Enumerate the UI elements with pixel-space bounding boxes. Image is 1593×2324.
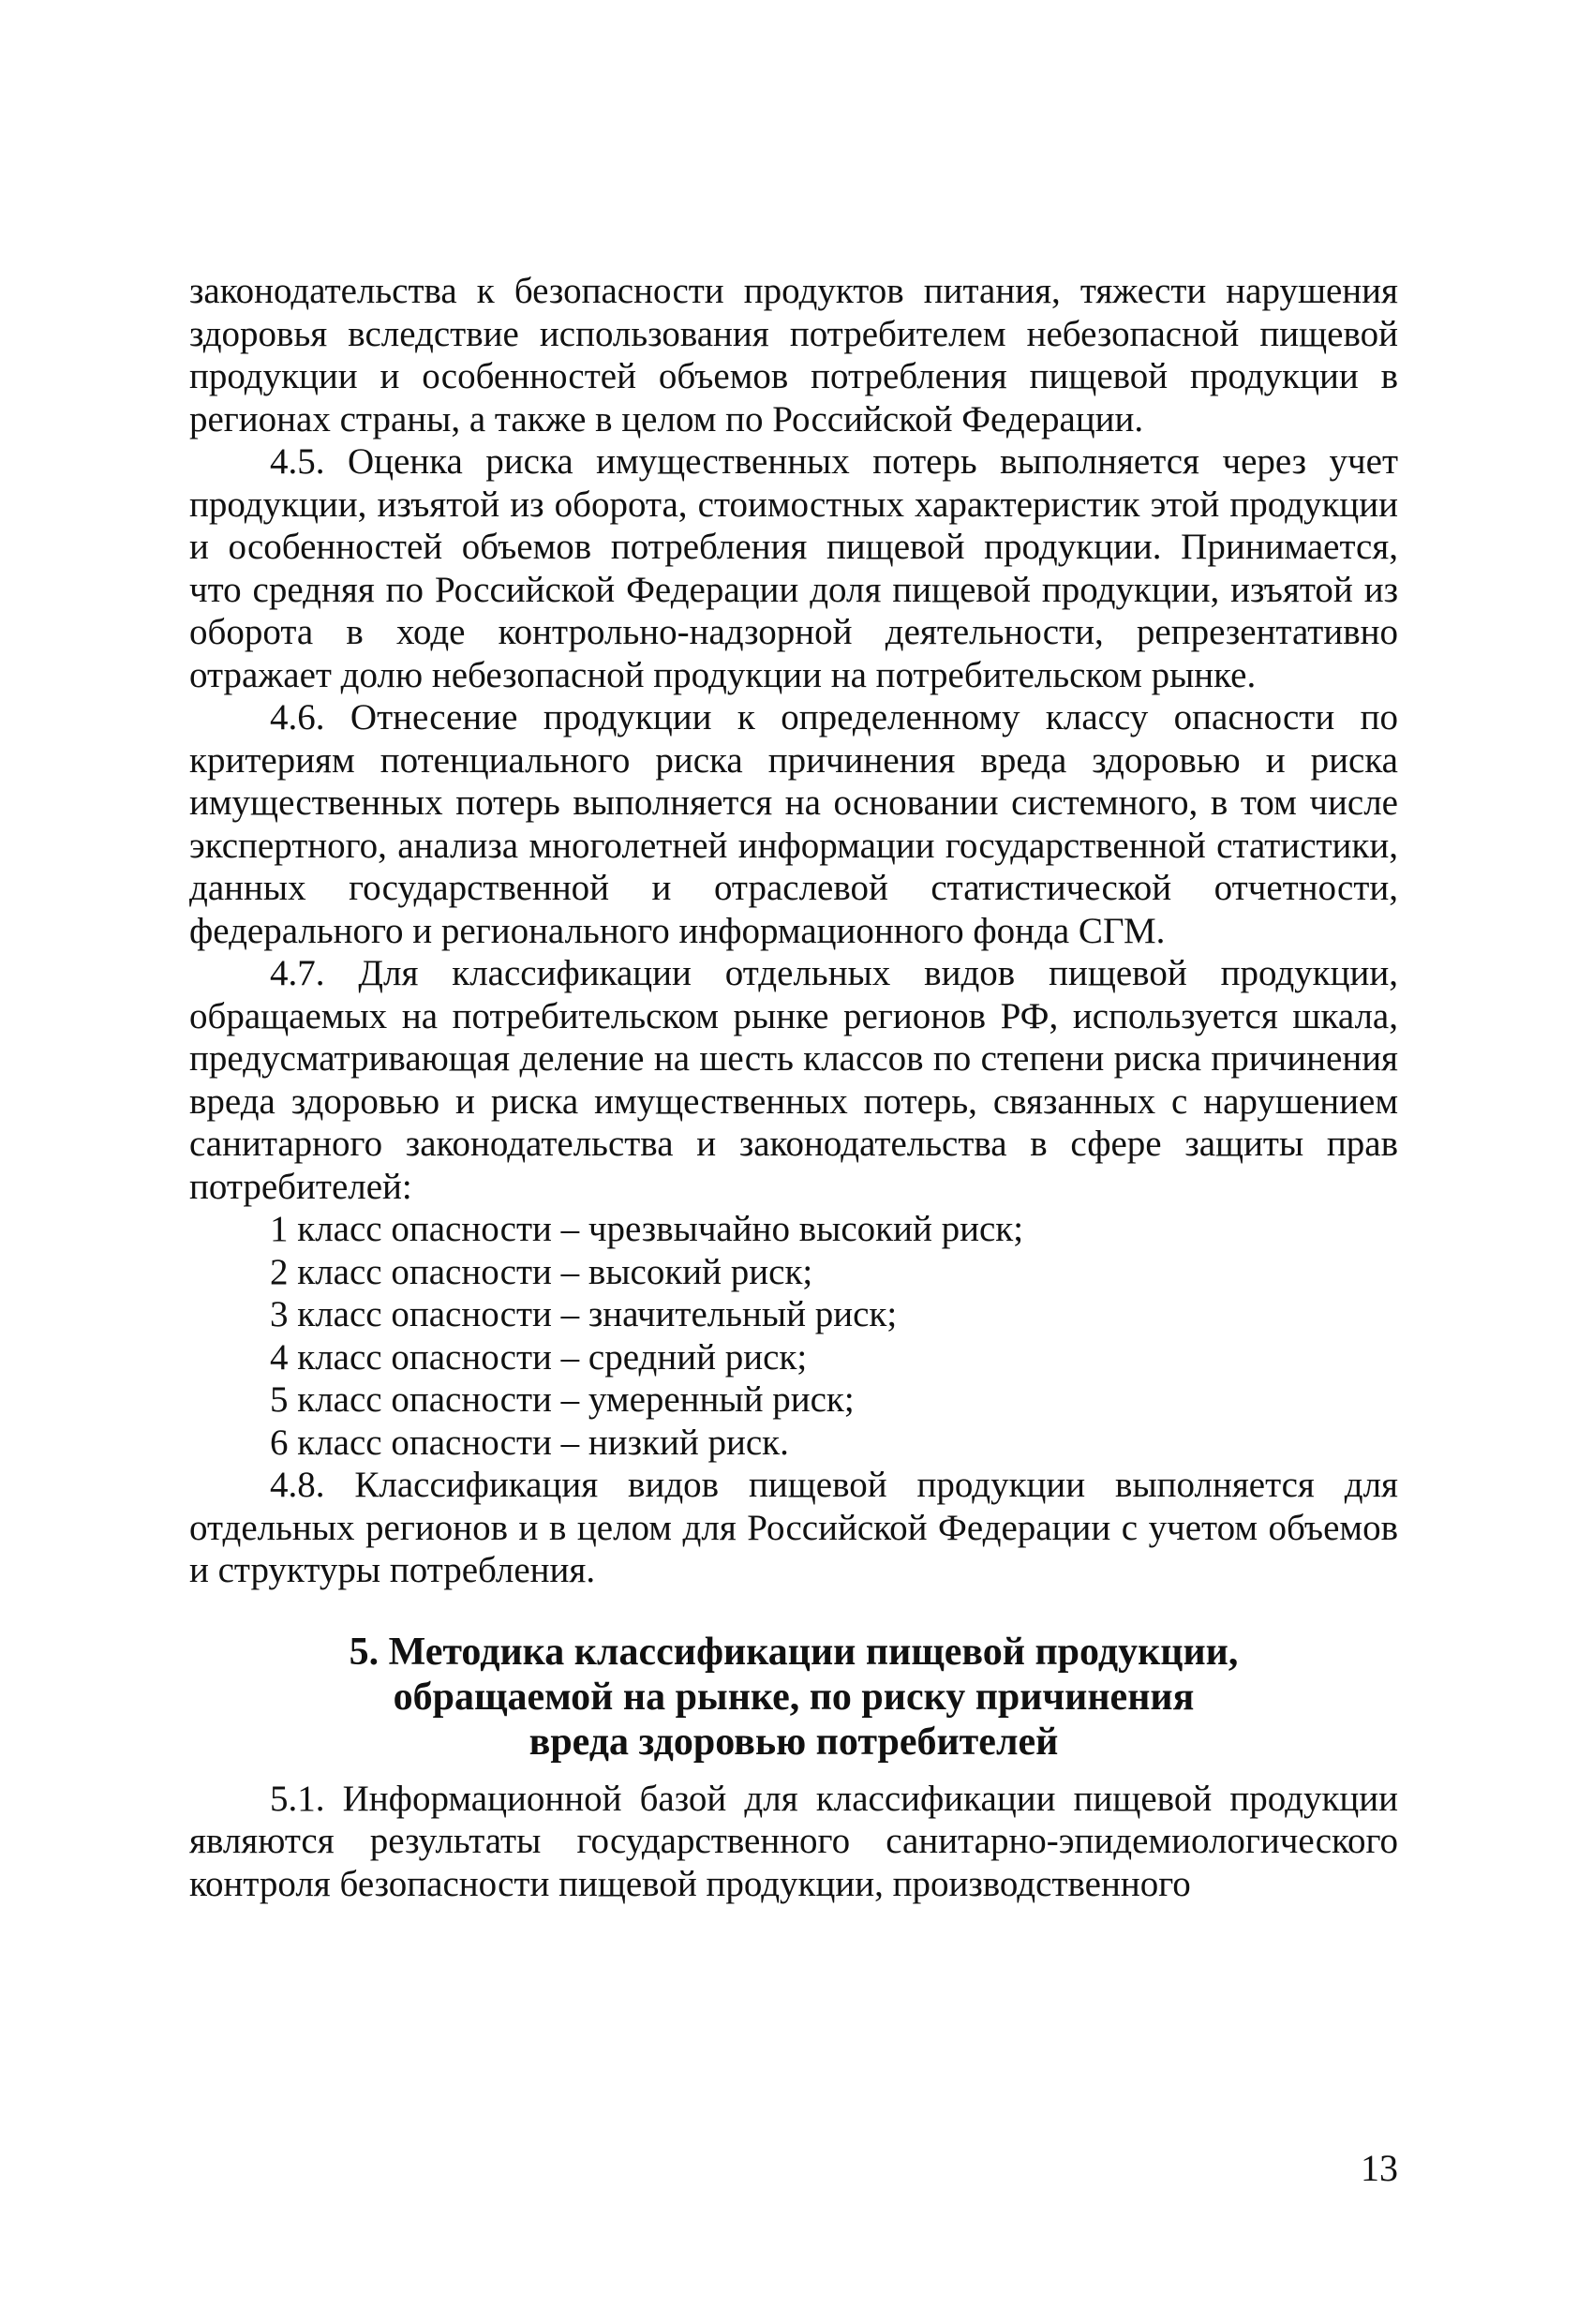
hazard-class-list: [189, 1208, 1398, 1464]
section-heading-line: вреда здоровью потребителей: [529, 1720, 1059, 1764]
paragraph-5-1: 5.1. Информационной базой для классификации пищевой продукции являются результаты государственного санитарно-эпидемиологического контроля безопасности пищевой продукции, производственного: [189, 1778, 1398, 1904]
continuation-paragraph: законодательства к безопасности продуктов питания, тяжести нарушения здоровья вследствие использования потребителем небезопасной пищевой продукции и особенностей объемов потребления пищевой продукции в регионах страны, а также в целом по Российской Федерации.: [189, 271, 1398, 439]
paragraph-4-5: 4.5. Оценка риска имущественных потерь выполняется через учет продукции, изъятой из оборота, стоимостных характеристик этой продукции и особенностей объемов потребления пищевой продукции. Принимается, что средняя по Российской Федерации доля пищевой продукции, изъятой из оборота в ходе контрольно-надзорной деятельности, репрезентативно отражает долю небезопасной продукции на потребительском рынке.: [189, 441, 1398, 695]
hazard-class-item: 5 класс опасности – умеренный риск;: [270, 1379, 855, 1420]
paragraph-4-7: 4.7. Для классификации отдельных видов пищевой продукции, обращаемых на потребительском рынке регионов РФ, используется шкала, предусматривающая деление на шесть классов по степени риска причинения вреда здоровью и риска имущественных потерь, связанных с нарушением санитарного законодательства и законодательства в сфере защиты прав потребителей:: [189, 953, 1398, 1207]
hazard-class-item: 2 класс опасности – высокий риск;: [270, 1251, 813, 1292]
section-heading-line: 5. Методика классификации пищевой продукции,: [349, 1630, 1239, 1674]
hazard-class-item: 1 класс опасности – чрезвычайно высокий риск;: [270, 1209, 1024, 1249]
page-body: [189, 270, 1398, 1905]
hazard-class-item: 4 класс опасности – средний риск;: [270, 1336, 808, 1378]
section-5-heading: [189, 1630, 1398, 1765]
hazard-class-item: 6 класс опасности – низкий риск.: [270, 1422, 789, 1463]
paragraph-4-6: 4.6. Отнесение продукции к определенному классу опасности по критериям потенциального риска причинения вреда здоровью и риска имущественных потерь выполняется на основании системного, в том числе экспертного, анализа многолетней информации государственной статистики, данных государственной и отраслевой статистической отчетности, федерального и регионального информационного фонда СГМ.: [189, 697, 1398, 951]
paragraph-4-8: 4.8. Классификация видов пищевой продукции выполняется для отдельных регионов и в целом для Российской Федерации с учетом объемов и структуры потребления.: [189, 1465, 1398, 1590]
section-heading-line: обращаемой на рынке, по риску причинения: [393, 1675, 1195, 1719]
page-number: 13: [1361, 2147, 1398, 2189]
hazard-class-item: 3 класс опасности – значительный риск;: [270, 1294, 898, 1334]
